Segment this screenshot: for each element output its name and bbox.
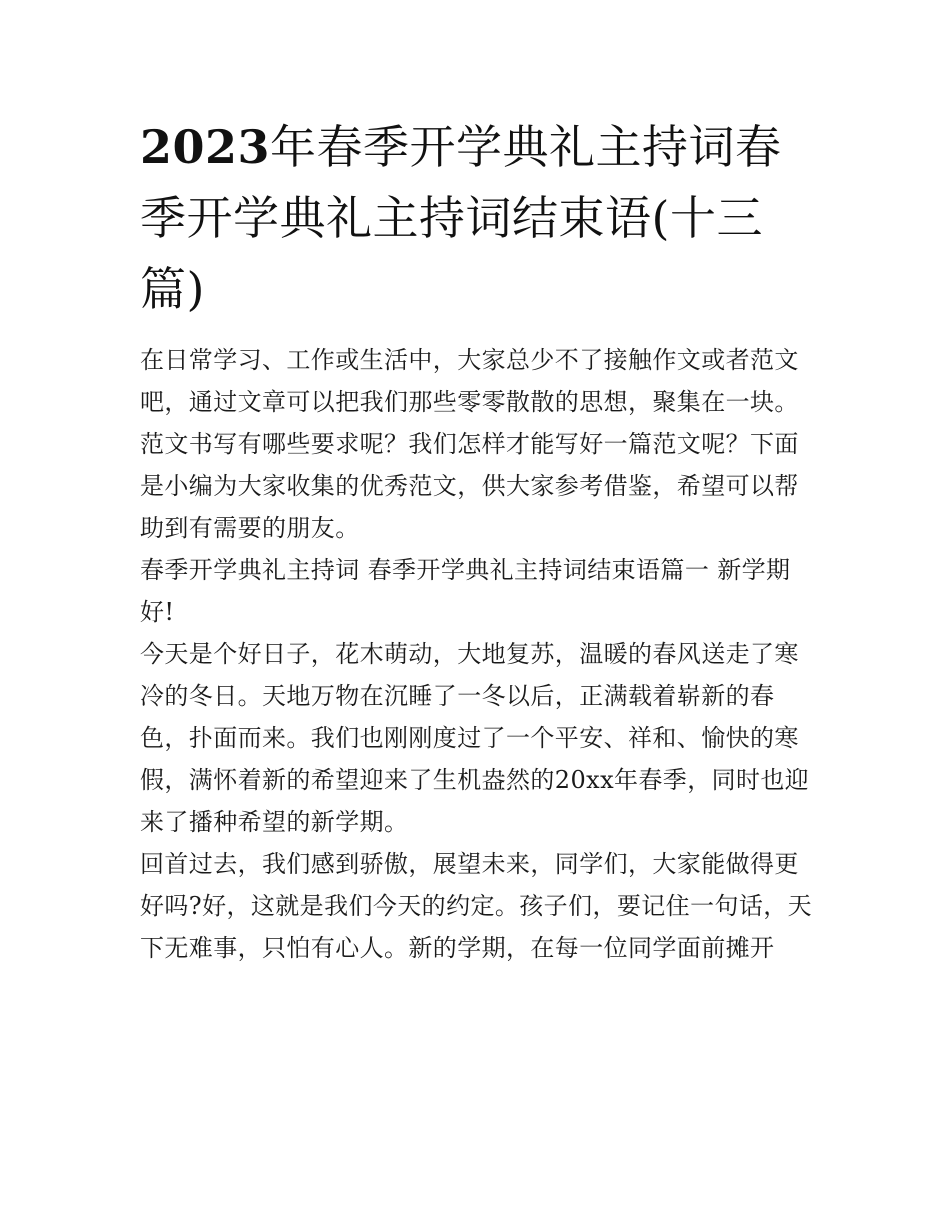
intro-paragraph: 在日常学习、工作或生活中，大家总少不了接触作文或者范文吧，通过文章可以把我们那些零零散散的思想，聚集在一块。范文书写有哪些要求呢？我们怎样才能写好一篇范文呢？下面是小编为大家收集的优秀范文，供大家参考借鉴，希望可以帮助到有需要的朋友。 — [140, 346, 799, 542]
document-title — [140, 112, 815, 325]
body-paragraph-future: 回首过去，我们感到骄傲，展望未来，同学们，大家能做得更好吗?好，这就是我们今天的约定。孩子们，要记住一句话，天下无难事，只怕有心人。新的学期，在每一位同学面前摊开 — [140, 850, 813, 962]
document-body — [140, 339, 815, 969]
body-paragraph-spring: 今天是个好日子，花木萌动，大地复苏，温暖的春风送走了寒冷的冬日。天地万物在沉睡了一冬以后，正满载着崭新的春色，扑面而来。我们也刚刚度过了一个平安、祥和、愉快的寒假，满怀着新的希望迎来了生机盎然的20xx年春季，同时也迎来了播种希望的新学期。 — [140, 640, 810, 836]
title-text: 年春季开学典礼主持词春季开学典礼主持词结束语(十三篇) — [140, 120, 782, 316]
title-year: 2023 — [140, 120, 271, 174]
section-heading-paragraph: 春季开学典礼主持词 春季开学典礼主持词结束语篇一 新学期好! — [140, 556, 791, 626]
document-content — [140, 112, 815, 969]
